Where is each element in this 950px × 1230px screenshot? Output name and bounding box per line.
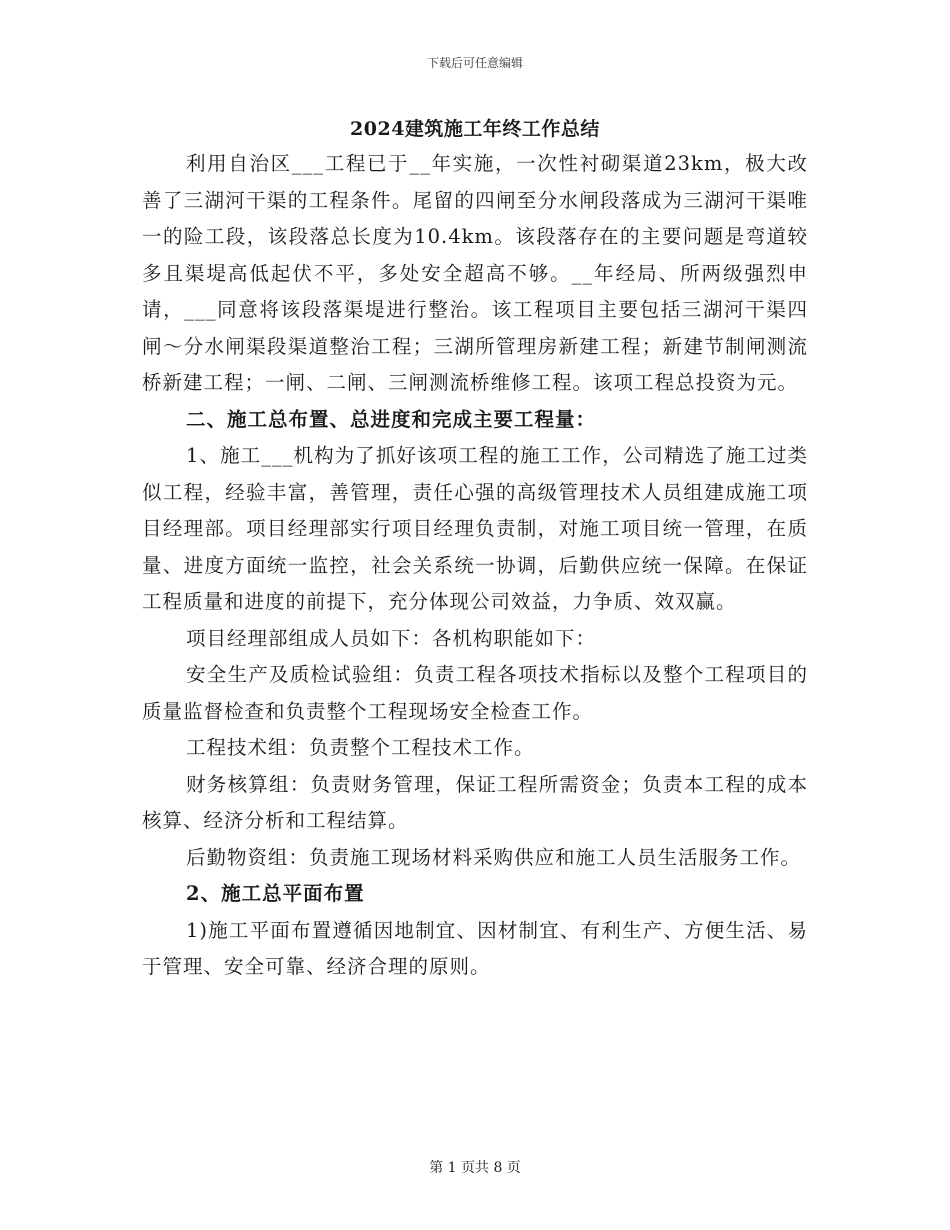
document-body <box>142 146 808 986</box>
paragraph-logistics-group: 后勤物资组：负责施工现场材料采购供应和施工人员生活服务工作。 <box>186 845 802 869</box>
paragraph-organization: 1、施工___机构为了抓好该项工程的施工工作，公司精选了施工过类似工程，经验丰富，善管理，责任心强的高级管理技术人员组建成施工项目经理部。项目经理部实行项目经理负责制，对施工项目统一管理，在质量、进度方面统一监控，社会关系统一协调，后勤供应统一保障。在保证工程质量和进度的前提下，充分体现公司效益，力争质、效双赢。 <box>142 444 808 613</box>
paragraph-staff-intro: 项目经理部组成人员如下：各机构职能如下： <box>186 626 597 650</box>
paragraph-technical-group: 工程技术组：负责整个工程技术工作。 <box>186 736 535 759</box>
page-footer: 第 1 页共 8 页 <box>429 1160 521 1176</box>
paragraph-project-overview: 利用自治区___工程已于__年实施，一次性衬砌渠道23km，极大改善了三湖河干渠的工程条件。尾留的四闸至分水闸段落成为三湖河干渠唯一的险工段，该段落总长度为10.4km。该段落存在的主要问题是弯道较多且渠堤高低起伏不平，多处安全超高不够。__年经局、所两级强烈申请，___同意将该段落渠堤进行整治。该工程项目主要包括三湖河干渠四闸～分水闸渠段渠道整治工程；三湖所管理房新建工程；新建节制闸测流桥新建工程；一闸、二闸、三闸测流桥维修工程。该项工程总投资为元。 <box>142 152 808 394</box>
paragraph-finance-group: 财务核算组：负责财务管理，保证工程所需资金；负责本工程的成本核算、经济分析和工程结算。 <box>142 772 808 832</box>
paragraph-layout-principles: 1)施工平面布置遵循因地制宜、因材制宜、有利生产、方便生活、易于管理、安全可靠、经济合理的原则。 <box>142 918 808 978</box>
paragraph-safety-qc-group: 安全生产及质检试验组：负责工程各项技术指标以及整个工程项目的质量监督检查和负责整个工程现场安全检查工作。 <box>142 663 808 723</box>
section-heading-site-layout: 2、施工总平面布置 <box>186 882 365 905</box>
header-note: 下载后可任意编辑 <box>426 56 523 70</box>
section-heading-layout-progress: 二、施工总布置、总进度和完成主要工程量： <box>186 407 597 431</box>
document-title: 2024建筑施工年终工作总结 <box>350 118 600 140</box>
